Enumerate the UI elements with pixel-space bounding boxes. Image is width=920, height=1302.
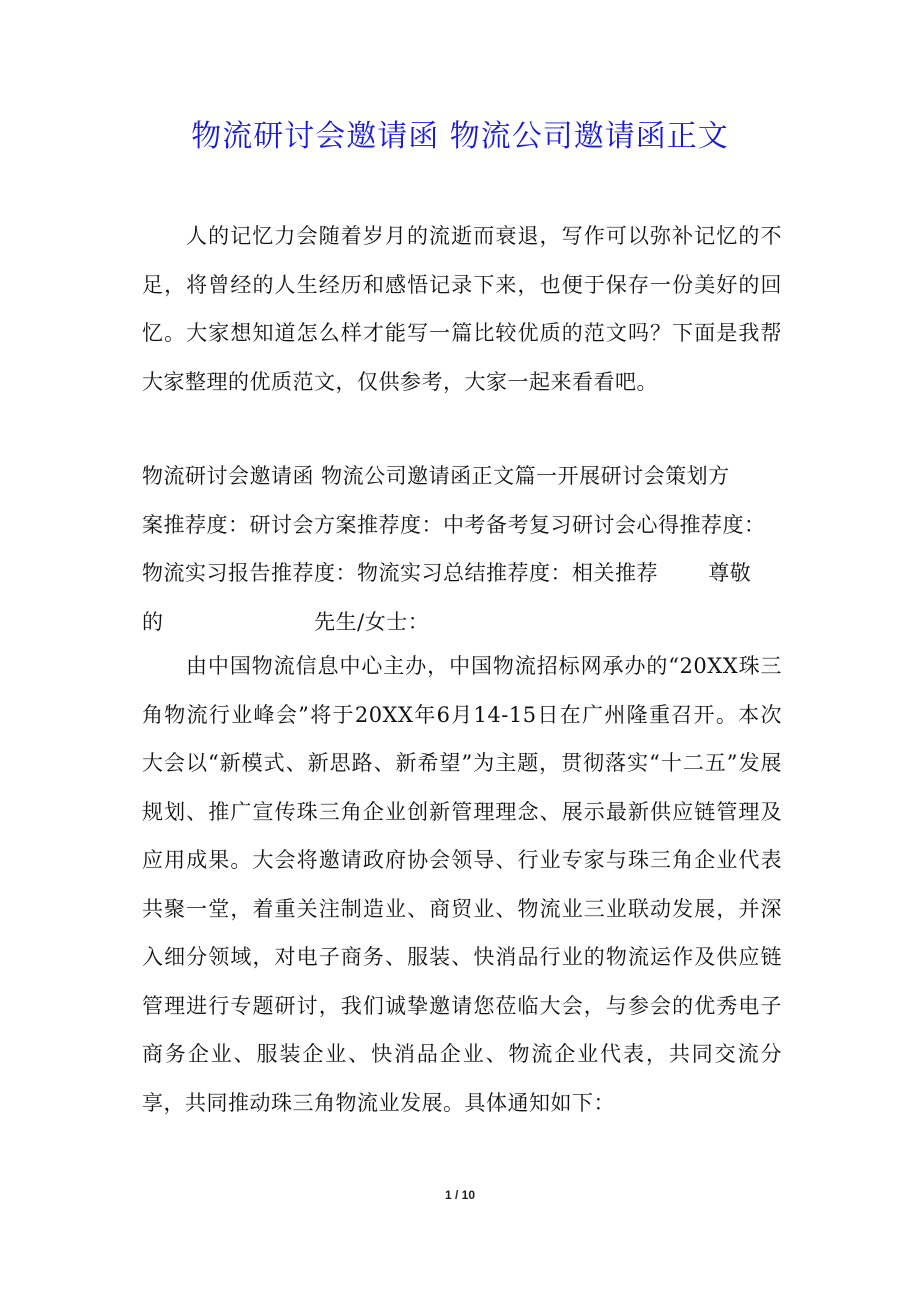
invitation-body-paragraph: 由中国物流信息中心主办，中国物流招标网承办的“20XX珠三角物流行业峰会”将于20XX年6月14-15日在广州隆重召开。本次大会以“新模式、新思路、新希望”为主题，贯彻落实“十二五”发展规划、推广宣传珠三角企业创新管理理念、展示最新供应链管理及应用成果。大会将邀请政府协会领导、行业专家与珠三角企业代表共聚一堂，着重关注制造业、商贸业、物流业三业联动发展，并深入细分领域，对电子商务、服装、快消品行业的物流运作及供应链管理进行专题研讨，我们诚挚邀请您莅临大会，与参会的优秀电子商务企业、服装企业、快消品企业、物流企业代表，共同交流分享，共同推动珠三角物流业发展。具体通知如下：	[142, 654, 782, 1115]
document-title: 物流研讨会邀请函 物流公司邀请函正文	[191, 119, 729, 154]
salutation-line: 的 先生/女士：	[142, 609, 430, 634]
recommendation-line: 案推荐度：研讨会方案推荐度：中考备考复习研讨会心得推荐度：	[142, 512, 766, 537]
recommendation-paragraph	[142, 452, 782, 646]
page-number: 1 / 10	[444, 1188, 476, 1202]
recommendation-line: 物流研讨会邀请函 物流公司邀请函正文篇一开展研讨会策划方	[142, 464, 730, 488]
recommendation-line: 物流实习报告推荐度：物流实习总结推荐度：相关推荐 尊敬	[142, 561, 752, 585]
intro-paragraph: 人的记忆力会随着岁月的流逝而衰退，写作可以弥补记忆的不足，将曾经的人生经历和感悟记录下来，也便于保存一份美好的回忆。大家想知道怎么样才能写一篇比较优质的范文吗？下面是我帮大家整理的优质范文，仅供参考，大家一起来看看吧。	[142, 224, 782, 394]
